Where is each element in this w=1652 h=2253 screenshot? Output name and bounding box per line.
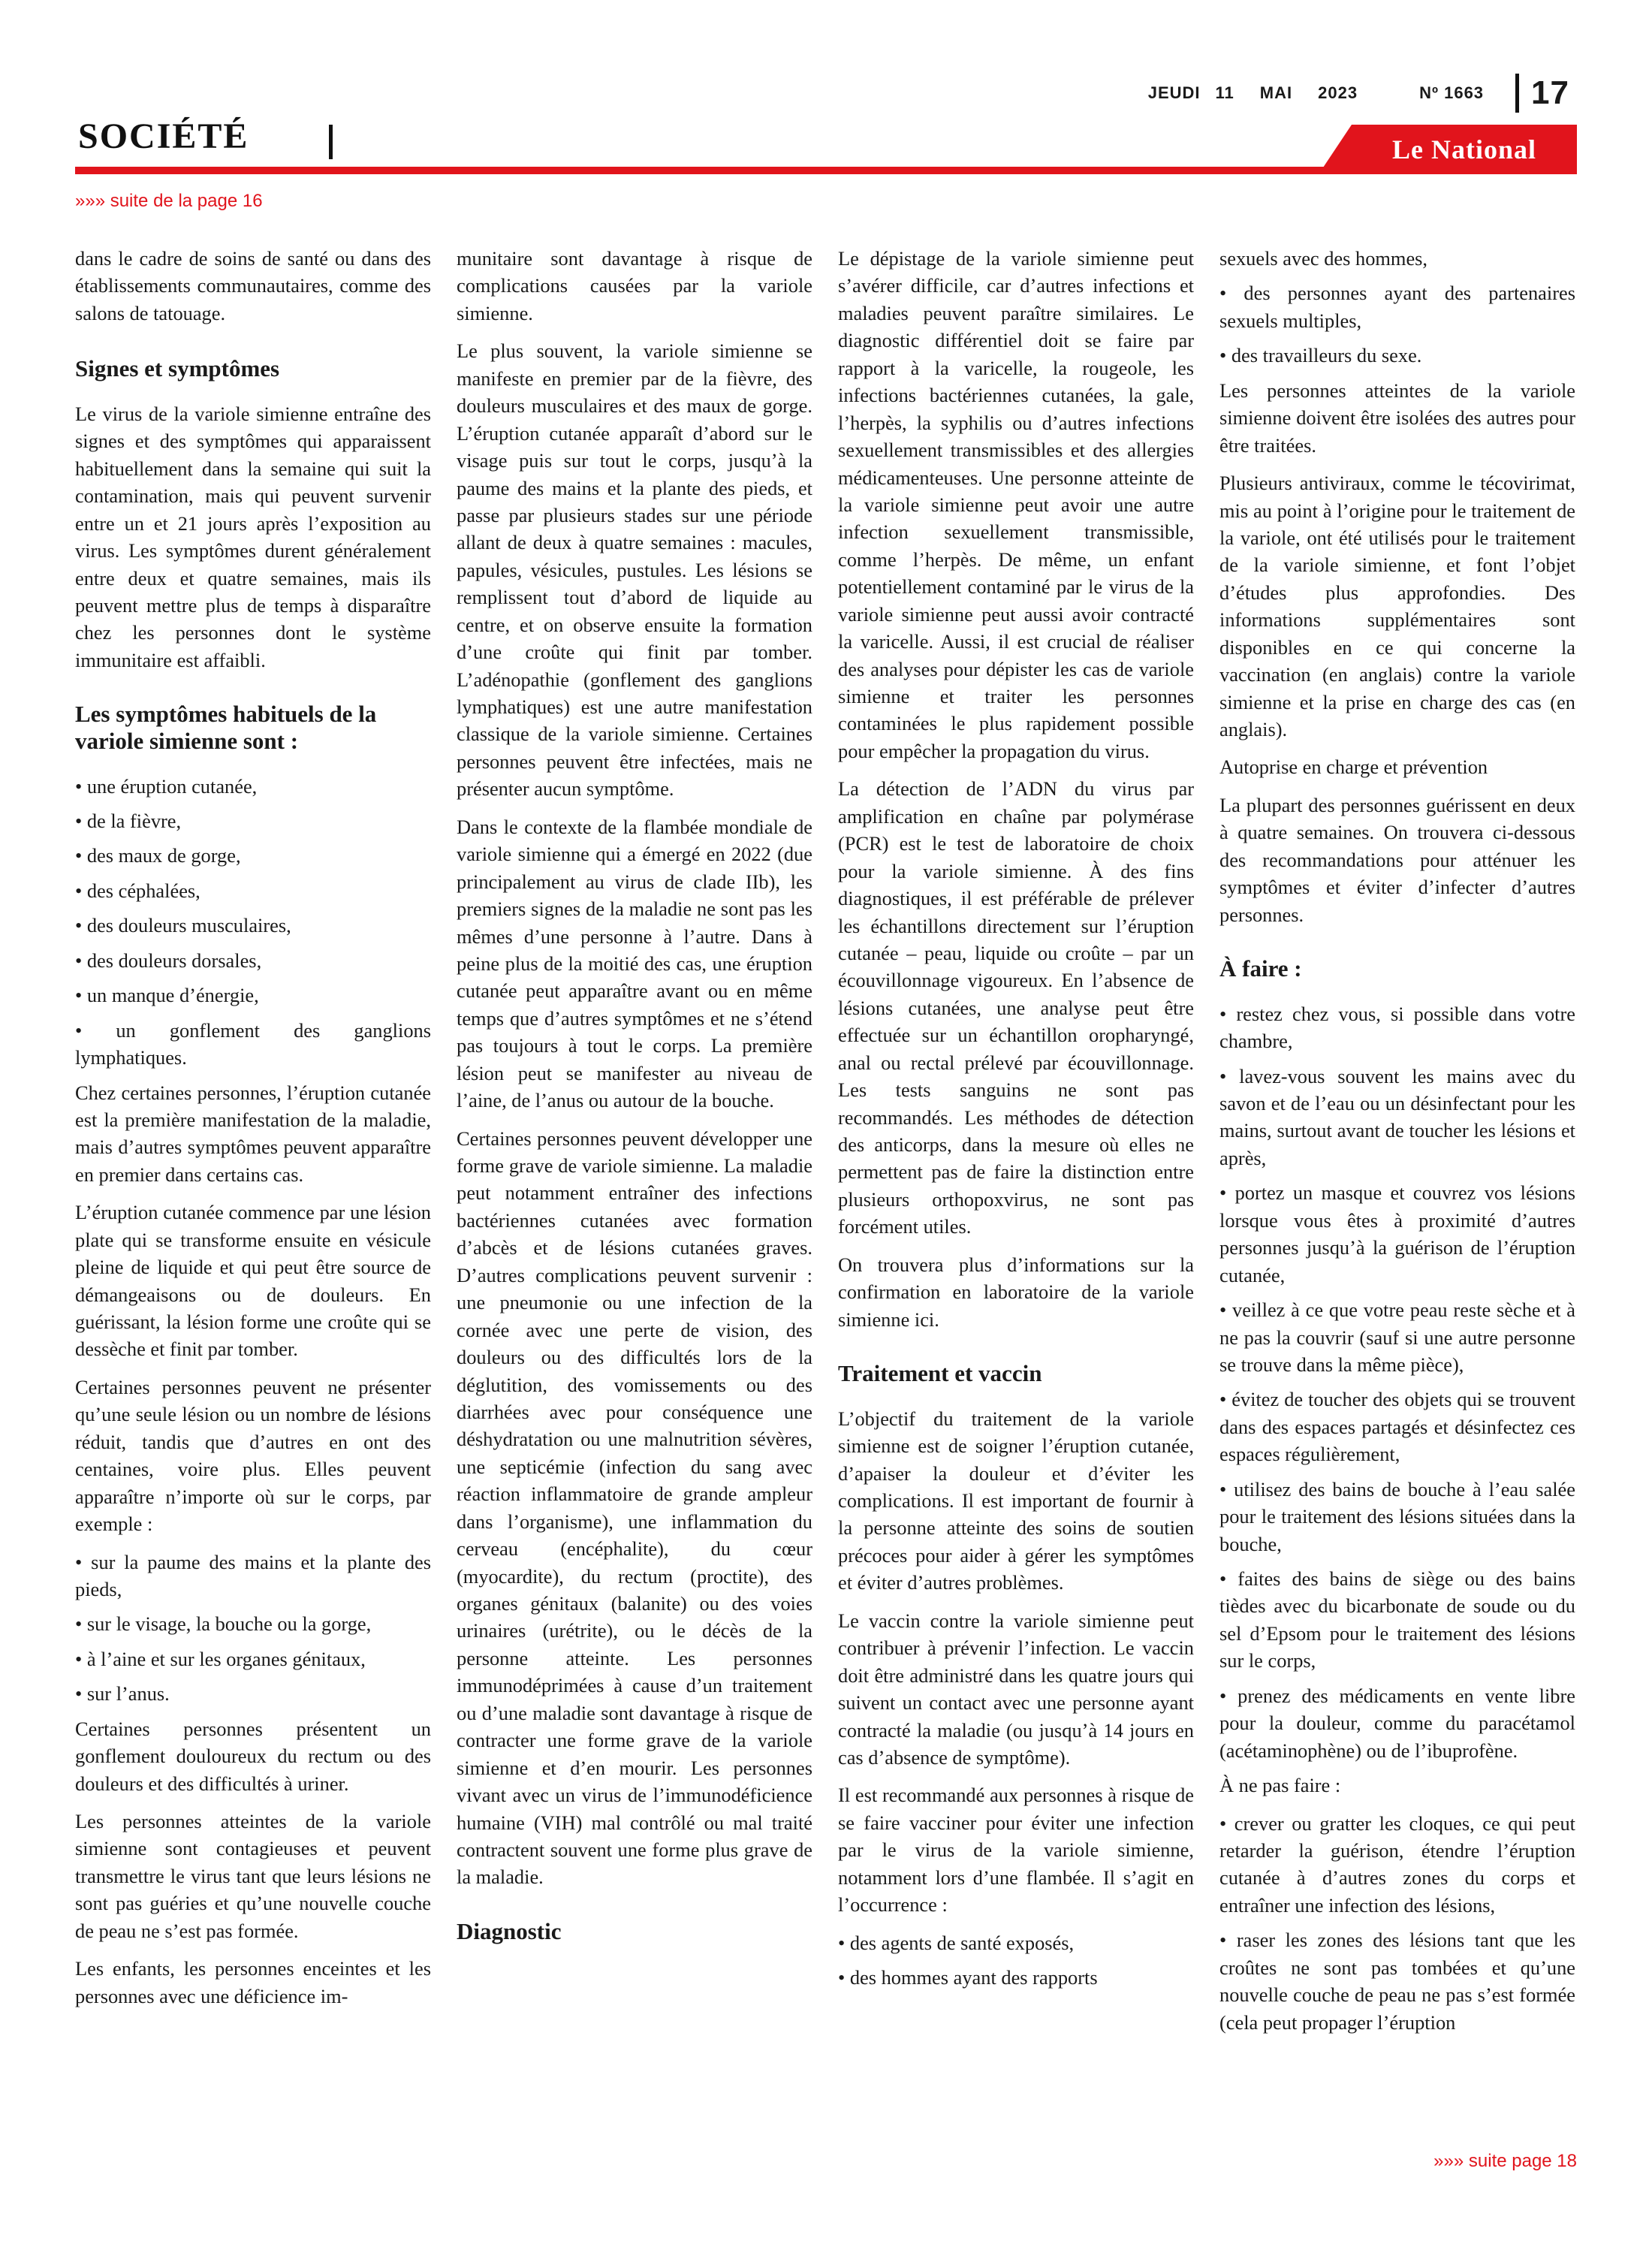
paragraph: La détection de l’ADN du virus par amplification en chaîne par polymérase (PCR) est le test de laboratoire de choix pour la variole simienne. À des fins diagnostiques, il est préférable de prélever les échantillons directement sur l’éruption cutanée – peau, liquide ou croûte – par un écouvillonnage vigoureux. En l’absence de lésions cutanées, une analyse peut être effectuée sur un échantillon oropharyngé, anal ou rectal prélevé par écouvillonnage. Les tests sanguins ne sont pas recommandés. Les méthodes de détection des anticorps, dans la mesure où elles ne permettent pas de faire la distinction entre plusieurs orthopoxvirus, ne sont pas forcément utiles. xyxy=(838,777,1194,1238)
paragraph: Les personnes atteintes de la variole simienne sont contagieuses et peuvent transmettre le virus tant que leurs lésions ne sont pas guéries et qu’une nouvelle couche de peau ne s’est pas formée. xyxy=(75,1810,431,1942)
paragraph: Le dépistage de la variole simienne peut s’avérer difficile, car d’autres infections et maladies peuvent paraître similaires. Le diagnostic différentiel doit se faire par rapport à la varicelle, la rougeole, les infections bactériennes cutanées, la gale, l’herpès, la syphilis ou d’autres infections sexuellement transmissibles et des allergies médicamenteuses. Une personne atteinte de la variole simienne peut avoir une autre infection sexuellement transmissible, comme l’herpès. De même, un enfant potentiellement contaminé par le virus de la variole simienne peut aussi avoir contracté la varicelle. Aussi, il est crucial de réaliser des analyses pour dépister les cas de variole simienne et traiter les personnes contaminées le plus rapidement possible pour empêcher la propagation du virus. xyxy=(838,247,1194,762)
list-item: • restez chez vous, si possible dans votre chambre, xyxy=(1219,1002,1575,1053)
paragraph: Plusieurs antiviraux, comme le técovirimat, mis au point à l’origine pour le traitement de la variole, ont été utilisés pour le traitement de la variole simienne, et font l’objet d’études plus approfondies. Des informations supplémentaires sont disponibles en ce qui concerne la vaccination (en anglais) contre la variole simienne et la prise en charge des cas (en anglais). xyxy=(1219,472,1575,740)
paragraph: dans le cadre de soins de santé ou dans des établissements communautaires, comme des salons de tatouage. xyxy=(75,247,431,324)
paragraph: sexuels avec des hommes, xyxy=(1219,247,1428,270)
subheading: Diagnostic xyxy=(457,1917,562,1944)
subheading: Traitement et vaccin xyxy=(838,1360,1042,1387)
list-item: • raser les zones des lésions tant que les croûtes ne sont pas tombées et qu’une nouvelle couche de peau ne pas s’est formée (cela peut propager l’éruption xyxy=(1219,1929,1575,2034)
list-item: • des hommes ayant des rapports xyxy=(838,1966,1098,1989)
paragraph: Certaines personnes peuvent développer une forme grave de variole simienne. La maladie peut notamment entraîner des infections bactériennes cutanées avec formation d’abcès et de lésions cutanées graves. D’autres complications peuvent survenir : une pneumonie ou une infection de la cornée avec une perte de vision, des douleurs ou des difficultés lors de la déglutition, des vomissements ou des diarrhées avec pour conséquence une déshydratation ou une malnutrition sévères, une septicémie (infection du sang avec réaction inflammatoire de grande ampleur dans l’organisme), une inflammation du cerveau (encéphalite), du cœur (myocardite), du rectum (proctite), des organes génitaux (balanite) ou des voies urinaires (urétrite), ou le décès de la personne atteinte. Les personnes immunodéprimées à cause d’un traitement ou d’une maladie sont davantage à risque de contracter une forme grave de la variole simienne et d’en mourir. Les personnes vivant avec un virus de l’immunodéficience humaine (VIH) mal contrôlé ou mal traité contractent souvent une forme plus grave de la maladie. xyxy=(457,1126,812,1889)
page-number: 17 xyxy=(1531,74,1569,111)
paragraph: Certaines personnes peuvent ne présenter qu’une seule lésion ou un nombre de lésions réduit, tandis que d’autres en ont des centaines, voire plus. Elles peuvent apparaître n’importe où sur le corps, par exemple : xyxy=(75,1375,431,1536)
list-item: • des travailleurs du sexe. xyxy=(1219,344,1422,367)
issue-month: MAI xyxy=(1259,83,1293,102)
list-item: • crever ou gratter les cloques, ce qui peut retarder la guérison, étendre l’éruption cutanée à d’autres zones du corps et entraîner une infection des lésions, xyxy=(1219,1811,1575,1917)
paragraph: La plupart des personnes guérissent en deux à quatre semaines. On trouvera ci-dessous des recommandations pour atténuer les symptômes et éviter d’infecter d’autres personnes. xyxy=(1219,793,1575,926)
list-item: • de la fièvre, xyxy=(75,810,182,833)
paragraph: L’éruption cutanée commence par une lésion plate qui se transforme ensuite en vésicule pleine de liquide et qui peut être source de démangeaisons ou de douleurs. En guérissant, la lésion forme une croûte qui se dessèche et finit par tomber. xyxy=(75,1201,431,1361)
paragraph: L’objectif du traitement de la variole simienne est de soigner l’éruption cutanée, d’apaiser la douleur et d’éviter les complications. Il est important de fournir à la personne atteinte des soins de soutien précoces pour aider à gérer les symptômes et éviter d’autres problèmes. xyxy=(838,1407,1194,1594)
list-item: • des personnes ayant des partenaires sexuels multiples, xyxy=(1219,282,1575,332)
list-item: • des céphalées, xyxy=(75,879,200,902)
list-item: • des agents de santé exposés, xyxy=(838,1931,1075,1954)
continued-on-link: »»» suite page 18 xyxy=(1433,2151,1577,2171)
list-item: • veillez à ce que votre peau reste sèche et à ne pas la couvrir (sauf si une autre personne se trouve dans la même pièce), xyxy=(1219,1298,1575,1376)
paragraph: Le virus de la variole simienne entraîne des signes et des symptômes qui apparaissent habituellement dans la semaine qui suit la contamination, mais qui peuvent survenir entre un et 21 jours après l’exposition au virus. Les symptômes durent généralement entre deux et quatre semaines, mais ils peuvent mettre plus de temps à disparaître chez les personnes dont le système immunitaire est affaibli. xyxy=(75,402,431,671)
subheading: À faire : xyxy=(1219,955,1302,982)
list-item: • à l’aine et sur les organes génitaux, xyxy=(75,1647,366,1670)
issue-year: 2023 xyxy=(1318,83,1358,102)
section-title: SOCIÉTÉ xyxy=(78,116,249,156)
brand-logo: Le National xyxy=(1352,125,1577,174)
paragraph: À ne pas faire : xyxy=(1219,1774,1341,1797)
issue-date: 11 xyxy=(1215,83,1234,102)
paragraph: Les enfants, les personnes enceintes et les personnes avec une déficience im- xyxy=(75,1957,431,2007)
paragraph: Les personnes atteintes de la variole simienne doivent être isolées des autres pour être traitées. xyxy=(1219,379,1575,457)
list-item: • lavez-vous souvent les mains avec du savon et de l’eau ou un désinfectant pour les mains, surtout avant de toucher les lésions et après, xyxy=(1219,1064,1575,1169)
list-item: • faites des bains de siège ou des bains tièdes avec du bicarbonate de soude ou du sel d’Epsom pour le traitement des lésions sur le corps, xyxy=(1219,1567,1575,1672)
page-number-divider xyxy=(1515,74,1519,113)
paragraph: Autoprise en charge et prévention xyxy=(1219,756,1488,779)
list-item: • une éruption cutanée, xyxy=(75,774,258,798)
paragraph: Le vaccin contre la variole simienne peut contribuer à prévenir l’infection. Le vaccin doit être administré dans les quatre jours qui suivent un contact avec une personne ayant contracté la maladie (ou jusqu’à 14 jours en cas d’absence de symptôme). xyxy=(838,1609,1194,1769)
issue-header xyxy=(1148,74,1569,113)
issue-day: JEUDI xyxy=(1147,83,1201,102)
list-item: • des douleurs dorsales, xyxy=(75,949,262,972)
list-item: • des douleurs musculaires, xyxy=(75,914,291,937)
paragraph: munitaire sont davantage à risque de complications causées par la variole simienne. xyxy=(457,247,812,324)
list-item: • utilisez des bains de bouche à l’eau salée pour le traitement des lésions situées dans la bouche, xyxy=(1219,1477,1575,1555)
list-item: • sur l’anus. xyxy=(75,1682,170,1706)
paragraph: Le plus souvent, la variole simienne se manifeste en premier par de la fièvre, des douleurs musculaires et des maux de gorge. L’éruption cutanée apparaît d’abord sur le visage puis sur tout le corps, jusqu’à la paume des mains et la plante des pieds, et passe par plusieurs stades sur une période allant de deux à quatre semaines : macules, papules, vésicules, pustules. Les lésions se remplissent tout d’abord de liquide au centre, et on observe ensuite la formation d’une croûte qui finit par tomber. L’adénopathie (gonflement des ganglions lymphatiques) est une autre manifestation classique de la variole simienne. Certaines personnes peuvent être infectées, mais ne présenter aucun symptôme. xyxy=(457,339,812,801)
paragraph: Il est recommandé aux personnes à risque de se faire vacciner pour éviter une infection par le virus de la variole simienne, notamment lors d’une flambée. Il s’agit en l’occurrence : xyxy=(838,1784,1194,1917)
column-1 xyxy=(75,245,431,2145)
column-2 xyxy=(457,245,812,2145)
issue-number: Nº 1663 xyxy=(1419,83,1485,102)
list-item: • prenez des médicaments en vente libre pour la douleur, comme du paracétamol (acétaminophène) ou de l’ibuprofène. xyxy=(1219,1684,1575,1762)
column-3 xyxy=(838,245,1194,2145)
section-divider xyxy=(329,125,333,159)
list-item: • un manque d’énergie, xyxy=(75,984,259,1007)
paragraph: Dans le contexte de la flambée mondiale de variole simienne qui a émergé en 2022 (due principalement au virus de clade IIb), les premiers signes de la maladie ne sont pas les mêmes d’une personne à l’autre. Dans à peine plus de la moitié des cas, une éruption cutanée peut apparaître avant ou en même temps que d’autres symptômes et ne s’étend pas toujours à tout le corps. La première lésion peut se manifester au niveau de l’aine, de l’anus ou autour de la bouche. xyxy=(457,815,812,1112)
list-item: • des maux de gorge, xyxy=(75,844,241,867)
list-item: • portez un masque et couvrez vos lésions lorsque vous êtes à proximité d’autres personnes jusqu’à la guérison de l’éruption cutanée, xyxy=(1219,1181,1575,1286)
continued-from-link: »»» suite de la page 16 xyxy=(75,191,263,211)
subheading: Les symptômes habituels de la variole simienne sont : xyxy=(75,701,377,754)
list-item: • évitez de toucher des objets qui se trouvent dans des espaces partagés et désinfectez ces espaces régulièrement, xyxy=(1219,1388,1575,1466)
subheading: Signes et symptômes xyxy=(75,355,280,382)
paragraph: Certaines personnes présentent un gonflement douloureux du rectum ou des douleurs et des difficultés à uriner. xyxy=(75,1717,431,1795)
paragraph: On trouvera plus d’informations sur la confirmation en laboratoire de la variole simienne ici. xyxy=(838,1253,1194,1331)
list-item: • sur le visage, la bouche ou la gorge, xyxy=(75,1612,372,1636)
column-4 xyxy=(1219,245,1575,2145)
list-item: • un gonflement des ganglions lymphatiques. xyxy=(75,1018,431,1069)
paragraph: Chez certaines personnes, l’éruption cutanée est la première manifestation de la maladie, mais d’autres symptômes peuvent apparaître en premier dans certains cas. xyxy=(75,1081,431,1186)
article-body xyxy=(75,245,1577,2145)
list-item: • sur la paume des mains et la plante des pieds, xyxy=(75,1550,431,1600)
